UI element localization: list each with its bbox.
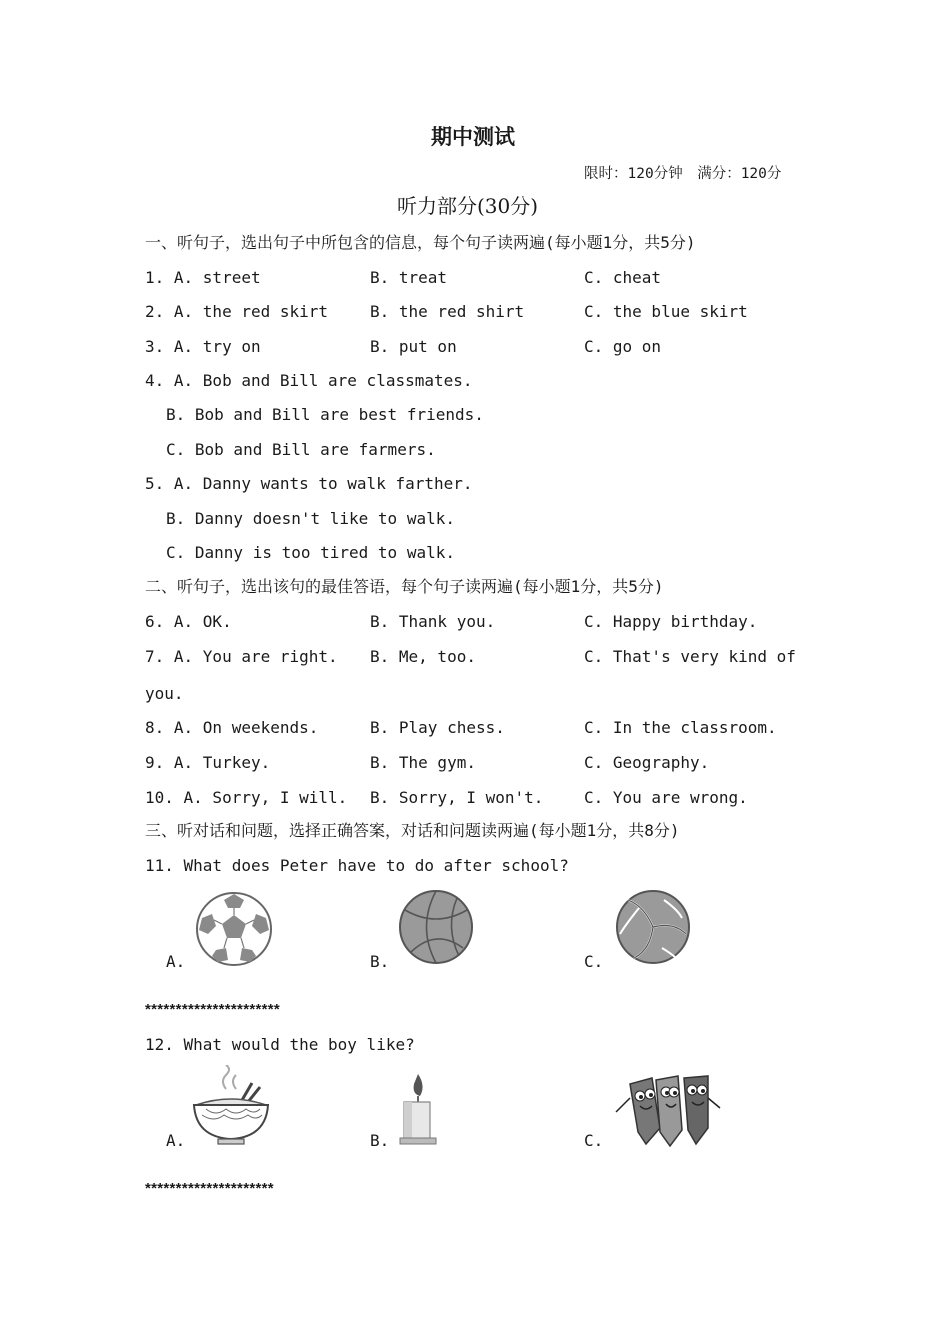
q6-option-c: C. Happy birthday. — [584, 612, 758, 631]
q10-option-b: B. Sorry, I won't. — [370, 788, 544, 807]
q6-option-b: B. Thank you. — [370, 612, 496, 631]
q8-option-c: C. In the classroom. — [584, 718, 777, 737]
time-score-info: 限时：120分钟 满分：120分 — [584, 166, 782, 182]
q5-option-b: B. Danny doesn't like to walk. — [166, 509, 455, 528]
page-title: 期中测试 — [431, 125, 515, 149]
crayons-icon — [612, 1068, 724, 1148]
q7-option-a: 7. A. You are right. — [145, 647, 338, 666]
q8-option-a: 8. A. On weekends. — [145, 718, 319, 737]
q10-option-a: 10. A. Sorry, I will. — [145, 788, 348, 807]
q4-option-c: C. Bob and Bill are farmers. — [166, 440, 436, 459]
q11-question: 11. What does Peter have to do after school? — [145, 856, 569, 875]
q7-option-b: B. Me, too. — [370, 647, 476, 666]
basketball-icon — [397, 888, 475, 966]
q9-option-c: C. Geography. — [584, 753, 710, 772]
q10-option-c: C. You are wrong. — [584, 788, 748, 807]
q2-option-c: C. the blue skirt — [584, 302, 748, 321]
q1-option-c: C. cheat — [584, 268, 662, 287]
q12-label-c: C. — [584, 1131, 604, 1150]
q7-option-c: C. That's very kind of — [584, 647, 796, 666]
q12-question: 12. What would the boy like? — [145, 1035, 415, 1054]
q7-option-c-continued: you. — [145, 684, 184, 703]
volleyball-icon — [614, 888, 692, 966]
q12-label-a: A. — [166, 1131, 186, 1150]
noodle-bowl-icon — [190, 1065, 272, 1147]
q9-option-a: 9. A. Turkey. — [145, 753, 271, 772]
q11-label-a: A. — [166, 952, 186, 971]
soccer-ball-icon — [194, 890, 274, 968]
q3-option-b: B. put on — [370, 337, 457, 356]
q6-option-a: 6. A. OK. — [145, 612, 232, 631]
q3-option-c: C. go on — [584, 337, 662, 356]
q5-option-c: C. Danny is too tired to walk. — [166, 543, 455, 562]
separator-stars-1: ********************** — [145, 1001, 281, 1018]
candle-icon — [398, 1072, 438, 1146]
q4-option-b: B. Bob and Bill are best friends. — [166, 405, 484, 424]
q2-option-a: 2. A. the red skirt — [145, 302, 329, 321]
q1-option-b: B. treat — [370, 268, 448, 287]
q2-option-b: B. the red shirt — [370, 302, 525, 321]
part3-heading: 三、听对话和问题，选择正确答案，对话和问题读两遍(每小题1分，共8分) — [145, 821, 680, 840]
q11-label-c: C. — [584, 952, 604, 971]
q4-option-a: 4. A. Bob and Bill are classmates. — [145, 371, 473, 390]
q12-label-b: B. — [370, 1131, 390, 1150]
q8-option-b: B. Play chess. — [370, 718, 505, 737]
q11-label-b: B. — [370, 952, 390, 971]
section-title: 听力部分(30分) — [397, 194, 539, 218]
separator-stars-2: ********************* — [145, 1180, 274, 1197]
q1-option-a: 1. A. street — [145, 268, 261, 287]
q9-option-b: B. The gym. — [370, 753, 476, 772]
part2-heading: 二、听句子，选出该句的最佳答语，每个句子读两遍(每小题1分，共5分) — [145, 577, 664, 596]
q3-option-a: 3. A. try on — [145, 337, 261, 356]
q5-option-a: 5. A. Danny wants to walk farther. — [145, 474, 473, 493]
part1-heading: 一、听句子，选出句子中所包含的信息，每个句子读两遍(每小题1分，共5分) — [145, 233, 696, 252]
